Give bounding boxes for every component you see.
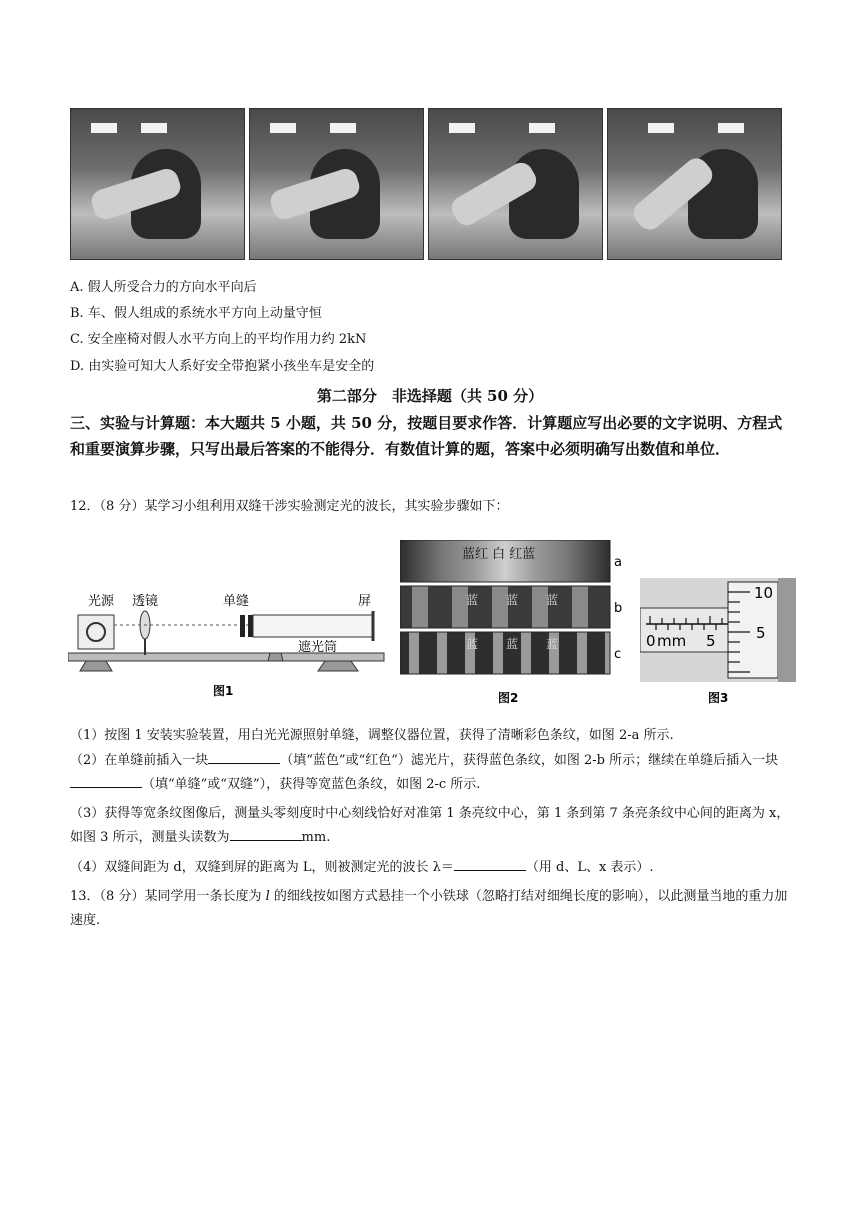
fringe-b-label-3: 蓝 — [546, 593, 559, 607]
figure-1-apparatus — [68, 585, 388, 705]
figure-3-caption: 图3 — [708, 691, 729, 705]
figure-2-fringes — [400, 540, 632, 710]
q12-step-3: （3）获得等宽条纹图像后，测量头零刻度时中心刻线恰好对准第 1 条亮纹中心，第 1 条到第 7 条亮条纹中心间的距离为 x，如图 3 所示，测量头读数为 mm. — [70, 806, 790, 845]
crash-test-photo-3 — [428, 108, 603, 260]
figure-2-caption: 图2 — [498, 691, 519, 705]
fringe-c-label-3: 蓝 — [546, 637, 559, 651]
main-scale-unit: mm — [657, 632, 687, 650]
label-screen: 屏 — [358, 594, 372, 609]
fringe-a-colors: 蓝红 白 红蓝 — [462, 547, 536, 562]
question-12-stem: 12．（8 分）某学习小组利用双缝干涉实验测定光的波长，其实验步骤如下： — [70, 499, 509, 514]
question-13-stem: 13．（8 分）某同学用一条长度为 l 的细线按如图方式悬挂一个小铁球（忽略打结对细绳长度的影响），以此测量当地的重力加速度. — [70, 889, 788, 928]
section-title: 第二部分 非选择题（共 50 分） — [316, 387, 544, 405]
option-b: B. 车、假人组成的系统水平方向上动量守恒 — [70, 306, 322, 321]
crash-test-photo-4 — [607, 108, 782, 260]
thimble-label-5: 5 — [756, 624, 766, 642]
option-c: C. 安全座椅对假人水平方向上的平均作用力约 2kN — [70, 332, 367, 347]
fringe-b-label-1: 蓝 — [466, 593, 479, 607]
crash-test-photo-strip — [70, 108, 782, 260]
thimble-label-10: 10 — [754, 584, 774, 602]
figure-3-micrometer — [640, 578, 796, 710]
label-light-source: 光源 — [88, 594, 115, 609]
answer-blank-slit[interactable] — [70, 773, 142, 788]
label-light-tube: 遮光筒 — [298, 640, 338, 655]
label-single-slit: 单缝 — [223, 594, 250, 609]
option-d: D. 由实验可知大人系好安全带抱紧小孩坐车是安全的 — [70, 359, 375, 374]
main-scale-0: 0 — [646, 632, 656, 650]
q12-step-1: （1）按图 1 安装实验装置，用白光光源照射单缝，调整仪器位置，获得了清晰彩色条纹，如图 2-a 所示. — [70, 728, 674, 743]
crash-test-photo-1 — [70, 108, 245, 260]
main-scale-5: 5 — [706, 632, 716, 650]
fringe-tag-b: b — [614, 601, 623, 616]
fringe-tag-c: c — [614, 647, 622, 662]
label-lens: 透镜 — [132, 594, 159, 609]
fringe-c-label-1: 蓝 — [466, 637, 479, 651]
fringe-c-label-2: 蓝 — [506, 637, 519, 651]
crash-test-photo-2 — [249, 108, 424, 260]
figure-1-caption: 图1 — [213, 684, 234, 698]
answer-blank-reading[interactable] — [230, 826, 302, 841]
fringe-b-label-2: 蓝 — [506, 593, 519, 607]
answer-blank-filter[interactable] — [208, 749, 280, 764]
q12-step-4: （4）双缝间距为 d，双缝到屏的距离为 L，则被测定光的波长 λ＝ （用 d、L、x 表示）. — [70, 856, 792, 880]
option-a: A. 假人所受合力的方向水平向后 — [70, 280, 257, 295]
answer-blank-wavelength[interactable] — [454, 856, 526, 871]
fringe-tag-a: a — [614, 555, 622, 570]
section-intro: 三、实验与计算题：本大题共 5 小题，共 50 分，按题目要求作答．计算题应写出必要的文字说明、方程式和重要演算步骤，只写出最后答案的不能得分．有数值计算的题，答案中必须明确写出数值和单位． — [70, 414, 783, 458]
q12-step-2: （2）在单缝前插入一块 （填“蓝色”或“红色”）滤光片，获得蓝色条纹，如图 2-b 所示；继续在单缝后插入一块（填“单缝”或“双缝”），获得等宽蓝色条纹，如图 2-c 所示. — [70, 749, 792, 797]
